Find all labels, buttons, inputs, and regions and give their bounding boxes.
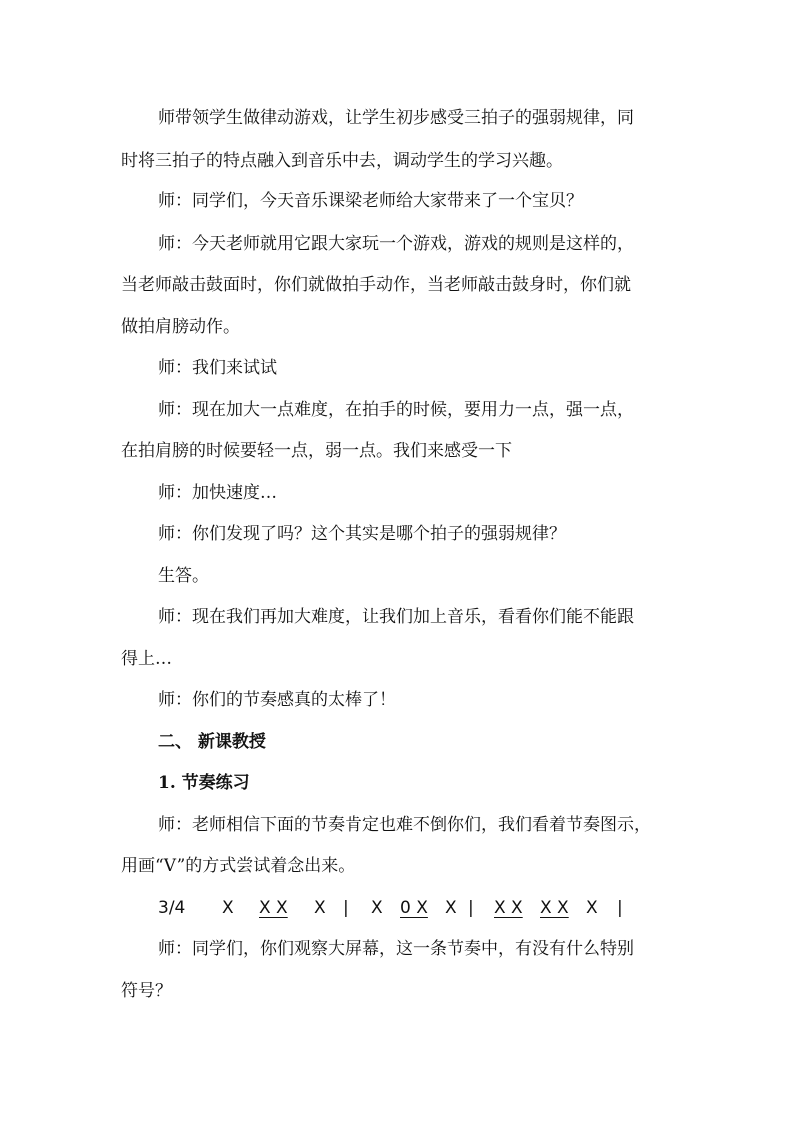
paragraph-line: 师：你们发现了吗？这个其实是哪个拍子的强弱规律？ bbox=[158, 524, 566, 544]
paragraph-line: 师：同学们，你们观察大屏幕，这一条节奏中，有没有什么特别 bbox=[158, 939, 634, 959]
paragraph-line: 做拍肩膀动作。 bbox=[121, 317, 240, 337]
paragraph-line: 师：我们来试试 bbox=[158, 358, 277, 378]
paragraph-line: 得上… bbox=[121, 649, 172, 669]
rhythm-note: X bbox=[445, 898, 457, 918]
section-heading: 二、 新课教授 bbox=[158, 732, 266, 752]
rhythm-note: X bbox=[371, 898, 383, 918]
paragraph-line: 生答。 bbox=[158, 566, 209, 586]
subsection-heading: 1. 节奏练习 bbox=[158, 773, 250, 793]
paragraph-line: 师带领学生做律动游戏，让学生初步感受三拍子的强弱规律，同 bbox=[158, 108, 634, 128]
rhythm-note-pair: X X bbox=[540, 898, 569, 918]
rhythm-note-pair: 0 X bbox=[400, 898, 428, 918]
bar-line: | bbox=[617, 898, 623, 918]
paragraph-line: 时将三拍子的特点融入到音乐中去，调动学生的学习兴趣。 bbox=[121, 151, 563, 171]
rhythm-note: X bbox=[314, 898, 326, 918]
rhythm-note: X bbox=[222, 898, 234, 918]
paragraph-line: 符号？ bbox=[121, 981, 172, 1001]
rhythm-note: X bbox=[586, 898, 598, 918]
paragraph-line: 师：你们的节奏感真的太棒了！ bbox=[158, 690, 396, 710]
paragraph-line: 当老师敲击鼓面时，你们就做拍手动作，当老师敲击鼓身时，你们就 bbox=[121, 275, 631, 295]
paragraph-line: 在拍肩膀的时候要轻一点，弱一点。我们来感受一下 bbox=[121, 441, 512, 461]
paragraph-line: 师：今天老师就用它跟大家玩一个游戏，游戏的规则是这样的， bbox=[158, 234, 634, 254]
paragraph-line: 师：老师相信下面的节奏肯定也难不倒你们，我们看着节奏图示， bbox=[158, 815, 651, 835]
paragraph-line: 用画“V”的方式尝试着念出来。 bbox=[121, 856, 356, 876]
time-signature: 3/4 bbox=[158, 898, 186, 918]
paragraph-line: 师：加快速度… bbox=[158, 483, 277, 503]
bar-line: | bbox=[343, 898, 349, 918]
rhythm-note-pair: X X bbox=[259, 898, 288, 918]
paragraph-line: 师：现在加大一点难度，在拍手的时候，要用力一点，强一点， bbox=[158, 400, 634, 420]
paragraph-line: 师：现在我们再加大难度，让我们加上音乐，看看你们能不能跟 bbox=[158, 607, 634, 627]
rhythm-note-pair: X X bbox=[494, 898, 523, 918]
paragraph-line: 师：同学们，今天音乐课梁老师给大家带来了一个宝贝？ bbox=[158, 191, 583, 211]
bar-line: | bbox=[468, 898, 474, 918]
